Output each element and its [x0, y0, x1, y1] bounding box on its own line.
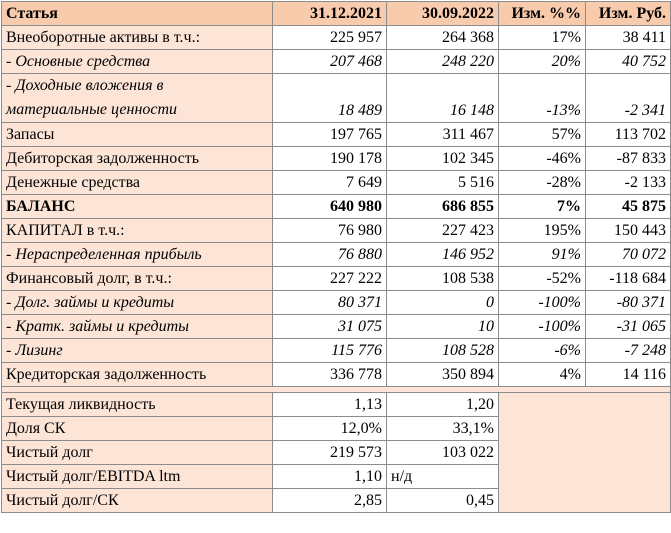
change-pct: 57%: [499, 123, 586, 147]
ratio-value-2022: 103 022: [387, 441, 499, 465]
row-label: БАЛАНС: [2, 195, 273, 219]
change-pct: -28%: [499, 171, 586, 195]
change-rub: -80 371: [586, 291, 671, 315]
table-row: [2, 74, 671, 123]
header-date-2022: 30.09.2022: [387, 2, 499, 26]
change-pct: 4%: [499, 363, 586, 387]
value-2021: 640 980: [273, 195, 387, 219]
ratio-value-2022: 33,1%: [387, 417, 499, 441]
value-2022: 16 148: [387, 74, 499, 123]
change-rub: 113 702: [586, 123, 671, 147]
value-2022: 264 368: [387, 26, 499, 50]
change-rub: -31 065: [586, 315, 671, 339]
header-change-rub: Изм. Руб.: [586, 2, 671, 26]
change-rub: 14 116: [586, 363, 671, 387]
change-pct: -13%: [499, 74, 586, 123]
table-row: [2, 123, 671, 147]
ratio-label: Чистый долг: [2, 441, 273, 465]
value-2021: 7 649: [273, 171, 387, 195]
value-2021: 197 765: [273, 123, 387, 147]
row-label: Внеоборотные активы в т.ч.:: [2, 26, 273, 50]
row-label: Кредиторская задолженность: [2, 363, 273, 387]
value-2022: 146 952: [387, 243, 499, 267]
value-2022: 311 467: [387, 123, 499, 147]
ratio-label: Чистый долг/EBITDA ltm: [2, 465, 273, 489]
change-pct: -6%: [499, 339, 586, 363]
value-2021: 207 468: [273, 50, 387, 74]
header-label: Статья: [2, 2, 273, 26]
row-label: - Нераспределенная прибыль: [2, 243, 273, 267]
value-2022: 102 345: [387, 147, 499, 171]
value-2022: 227 423: [387, 219, 499, 243]
value-2021: 18 489: [273, 74, 387, 123]
table-row: [2, 195, 671, 219]
change-pct: 195%: [499, 219, 586, 243]
ratio-value-2021: 1,13: [273, 393, 387, 417]
value-2021: 76 980: [273, 219, 387, 243]
row-label: Дебиторская задолженность: [2, 147, 273, 171]
value-2022: 350 894: [387, 363, 499, 387]
ratio-label: Текущая ликвидность: [2, 393, 273, 417]
table-row: [2, 339, 671, 363]
change-rub: -7 248: [586, 339, 671, 363]
value-2022: 686 855: [387, 195, 499, 219]
table-row: [2, 291, 671, 315]
change-pct: -100%: [499, 315, 586, 339]
row-label: - Доходные вложения в материальные ценности: [2, 74, 273, 123]
ratio-row: [2, 393, 671, 417]
change-rub: -118 684: [586, 267, 671, 291]
blank-area: [499, 393, 671, 513]
row-label: КАПИТАЛ в т.ч.:: [2, 219, 273, 243]
table-row: [2, 267, 671, 291]
change-pct: 20%: [499, 50, 586, 74]
value-2022: 10: [387, 315, 499, 339]
ratio-value-2022: н/д: [387, 465, 499, 489]
change-pct: -52%: [499, 267, 586, 291]
value-2021: 76 880: [273, 243, 387, 267]
ratio-label: Доля СК: [2, 417, 273, 441]
value-2021: 227 222: [273, 267, 387, 291]
row-label: Финансовый долг, в т.ч.:: [2, 267, 273, 291]
change-rub: -2 133: [586, 171, 671, 195]
table-row: [2, 26, 671, 50]
header-date-2021: 31.12.2021: [273, 2, 387, 26]
value-2021: 336 778: [273, 363, 387, 387]
ratio-value-2022: 1,20: [387, 393, 499, 417]
row-label: Денежные средства: [2, 171, 273, 195]
row-label: - Кратк. займы и кредиты: [2, 315, 273, 339]
table-row: [2, 171, 671, 195]
ratio-value-2021: 2,85: [273, 489, 387, 513]
change-rub: -87 833: [586, 147, 671, 171]
header-row: [2, 2, 671, 26]
balance-sheet-table: [1, 1, 671, 513]
ratio-value-2021: 219 573: [273, 441, 387, 465]
change-rub: 40 752: [586, 50, 671, 74]
value-2022: 108 528: [387, 339, 499, 363]
value-2021: 190 178: [273, 147, 387, 171]
change-rub: 70 072: [586, 243, 671, 267]
ratio-value-2021: 12,0%: [273, 417, 387, 441]
change-rub: 38 411: [586, 26, 671, 50]
change-rub: 150 443: [586, 219, 671, 243]
table-row: [2, 315, 671, 339]
row-label: - Долг. займы и кредиты: [2, 291, 273, 315]
table-row: [2, 50, 671, 74]
change-rub: 45 875: [586, 195, 671, 219]
table-row: [2, 363, 671, 387]
change-pct: 7%: [499, 195, 586, 219]
ratio-label: Чистый долг/СК: [2, 489, 273, 513]
change-pct: -100%: [499, 291, 586, 315]
table-row: [2, 147, 671, 171]
change-pct: 17%: [499, 26, 586, 50]
row-label: - Лизинг: [2, 339, 273, 363]
value-2021: 225 957: [273, 26, 387, 50]
table-row: [2, 219, 671, 243]
change-pct: 91%: [499, 243, 586, 267]
value-2021: 31 075: [273, 315, 387, 339]
value-2021: 80 371: [273, 291, 387, 315]
table-row: [2, 243, 671, 267]
value-2022: 248 220: [387, 50, 499, 74]
row-label: Запасы: [2, 123, 273, 147]
change-rub: -2 341: [586, 74, 671, 123]
value-2022: 5 516: [387, 171, 499, 195]
header-change-pct: Изм. %%: [499, 2, 586, 26]
change-pct: -46%: [499, 147, 586, 171]
value-2022: 108 538: [387, 267, 499, 291]
row-label: - Основные средства: [2, 50, 273, 74]
ratio-value-2022: 0,45: [387, 489, 499, 513]
ratio-value-2021: 1,10: [273, 465, 387, 489]
value-2021: 115 776: [273, 339, 387, 363]
value-2022: 0: [387, 291, 499, 315]
